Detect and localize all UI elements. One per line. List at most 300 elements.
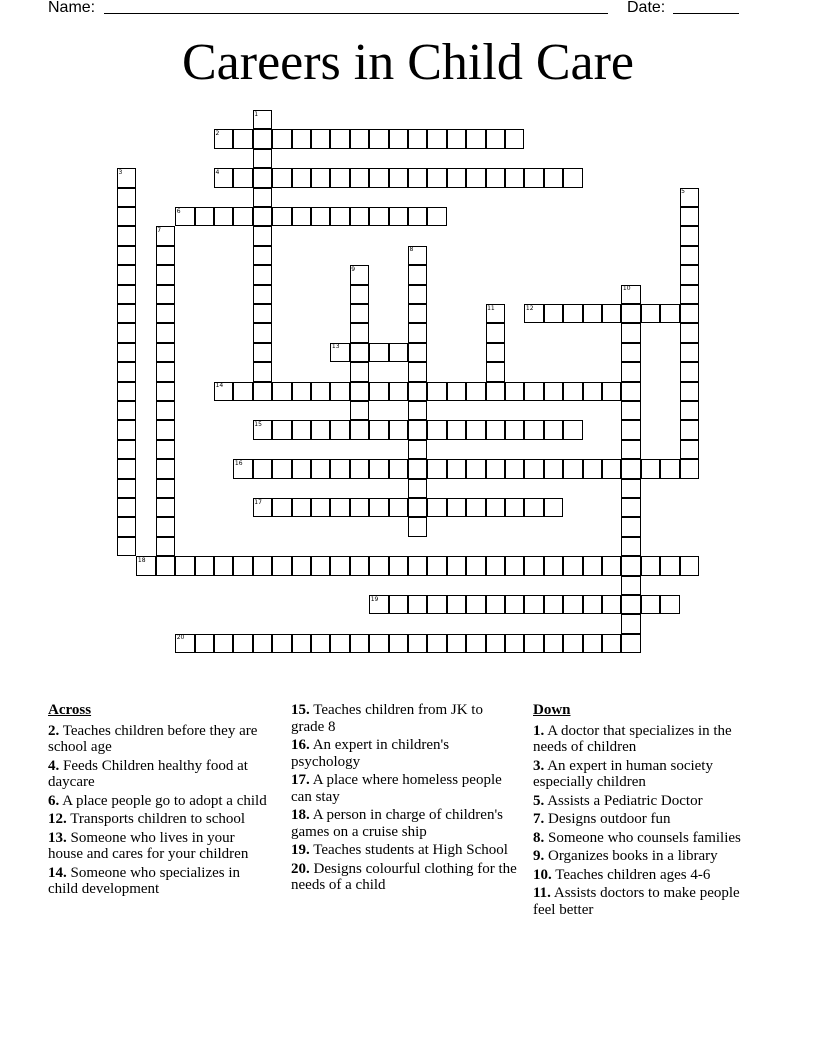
grid-cell[interactable] bbox=[505, 634, 524, 653]
grid-cell[interactable] bbox=[389, 459, 408, 478]
grid-cell[interactable] bbox=[253, 498, 272, 517]
grid-cell[interactable] bbox=[524, 168, 543, 187]
grid-cell[interactable] bbox=[253, 129, 272, 148]
grid-cell[interactable] bbox=[330, 382, 349, 401]
grid-cell[interactable] bbox=[680, 401, 699, 420]
grid-cell[interactable] bbox=[369, 168, 388, 187]
grid-cell[interactable] bbox=[233, 129, 252, 148]
grid-cell[interactable] bbox=[389, 634, 408, 653]
grid-cell[interactable] bbox=[621, 420, 640, 439]
grid-cell[interactable] bbox=[408, 556, 427, 575]
grid-cell[interactable] bbox=[311, 168, 330, 187]
grid-cell[interactable] bbox=[117, 246, 136, 265]
grid-cell[interactable] bbox=[563, 168, 582, 187]
grid-cell[interactable] bbox=[233, 634, 252, 653]
grid-cell[interactable] bbox=[641, 304, 660, 323]
grid-cell[interactable] bbox=[117, 382, 136, 401]
grid-cell[interactable] bbox=[505, 168, 524, 187]
grid-cell[interactable] bbox=[292, 420, 311, 439]
grid-cell[interactable] bbox=[466, 556, 485, 575]
grid-cell[interactable] bbox=[563, 304, 582, 323]
name-field[interactable] bbox=[104, 13, 608, 14]
grid-cell[interactable] bbox=[408, 323, 427, 342]
grid-cell[interactable] bbox=[447, 498, 466, 517]
grid-cell[interactable] bbox=[214, 382, 233, 401]
grid-cell[interactable] bbox=[408, 401, 427, 420]
grid-cell[interactable] bbox=[117, 207, 136, 226]
grid-cell[interactable] bbox=[408, 420, 427, 439]
grid-cell[interactable] bbox=[233, 382, 252, 401]
grid-cell[interactable] bbox=[214, 207, 233, 226]
grid-cell[interactable] bbox=[563, 420, 582, 439]
grid-cell[interactable] bbox=[195, 634, 214, 653]
grid-cell[interactable] bbox=[621, 440, 640, 459]
grid-cell[interactable] bbox=[486, 498, 505, 517]
grid-cell[interactable] bbox=[408, 265, 427, 284]
grid-cell[interactable] bbox=[524, 459, 543, 478]
grid-cell[interactable] bbox=[680, 343, 699, 362]
grid-cell[interactable] bbox=[330, 343, 349, 362]
grid-cell[interactable] bbox=[408, 362, 427, 381]
grid-cell[interactable] bbox=[311, 420, 330, 439]
grid-cell[interactable] bbox=[680, 226, 699, 245]
grid-cell[interactable] bbox=[350, 362, 369, 381]
grid-cell[interactable] bbox=[350, 129, 369, 148]
grid-cell[interactable] bbox=[292, 382, 311, 401]
grid-cell[interactable] bbox=[427, 556, 446, 575]
grid-cell[interactable] bbox=[389, 498, 408, 517]
grid-cell[interactable] bbox=[311, 207, 330, 226]
grid-cell[interactable] bbox=[156, 323, 175, 342]
grid-cell[interactable] bbox=[408, 168, 427, 187]
grid-cell[interactable] bbox=[505, 420, 524, 439]
grid-cell[interactable] bbox=[447, 129, 466, 148]
grid-cell[interactable] bbox=[621, 343, 640, 362]
grid-cell[interactable] bbox=[292, 129, 311, 148]
grid-cell[interactable] bbox=[621, 576, 640, 595]
grid-cell[interactable] bbox=[602, 634, 621, 653]
grid-cell[interactable] bbox=[253, 459, 272, 478]
grid-cell[interactable] bbox=[621, 304, 640, 323]
grid-cell[interactable] bbox=[583, 459, 602, 478]
grid-cell[interactable] bbox=[505, 382, 524, 401]
grid-cell[interactable] bbox=[621, 614, 640, 633]
grid-cell[interactable] bbox=[117, 517, 136, 536]
grid-cell[interactable] bbox=[486, 634, 505, 653]
grid-cell[interactable] bbox=[524, 634, 543, 653]
grid-cell[interactable] bbox=[214, 168, 233, 187]
grid-cell[interactable] bbox=[272, 498, 291, 517]
grid-cell[interactable] bbox=[621, 323, 640, 342]
grid-cell[interactable] bbox=[253, 188, 272, 207]
grid-cell[interactable] bbox=[253, 634, 272, 653]
grid-cell[interactable] bbox=[214, 556, 233, 575]
grid-cell[interactable] bbox=[117, 304, 136, 323]
grid-cell[interactable] bbox=[680, 420, 699, 439]
grid-cell[interactable] bbox=[272, 207, 291, 226]
grid-cell[interactable] bbox=[680, 556, 699, 575]
grid-cell[interactable] bbox=[253, 323, 272, 342]
grid-cell[interactable] bbox=[621, 537, 640, 556]
grid-cell[interactable] bbox=[117, 362, 136, 381]
grid-cell[interactable] bbox=[427, 420, 446, 439]
grid-cell[interactable] bbox=[680, 362, 699, 381]
grid-cell[interactable] bbox=[292, 459, 311, 478]
grid-cell[interactable] bbox=[311, 498, 330, 517]
grid-cell[interactable] bbox=[563, 595, 582, 614]
grid-cell[interactable] bbox=[369, 595, 388, 614]
grid-cell[interactable] bbox=[175, 634, 194, 653]
grid-cell[interactable] bbox=[524, 498, 543, 517]
grid-cell[interactable] bbox=[621, 362, 640, 381]
grid-cell[interactable] bbox=[330, 168, 349, 187]
grid-cell[interactable] bbox=[253, 343, 272, 362]
grid-cell[interactable] bbox=[156, 537, 175, 556]
grid-cell[interactable] bbox=[505, 595, 524, 614]
grid-cell[interactable] bbox=[602, 459, 621, 478]
grid-cell[interactable] bbox=[524, 382, 543, 401]
grid-cell[interactable] bbox=[660, 595, 679, 614]
grid-cell[interactable] bbox=[505, 129, 524, 148]
grid-cell[interactable] bbox=[330, 459, 349, 478]
grid-cell[interactable] bbox=[505, 498, 524, 517]
grid-cell[interactable] bbox=[350, 498, 369, 517]
grid-cell[interactable] bbox=[350, 556, 369, 575]
grid-cell[interactable] bbox=[117, 420, 136, 439]
grid-cell[interactable] bbox=[408, 459, 427, 478]
grid-cell[interactable] bbox=[117, 440, 136, 459]
grid-cell[interactable] bbox=[408, 285, 427, 304]
grid-cell[interactable] bbox=[621, 634, 640, 653]
grid-cell[interactable] bbox=[447, 634, 466, 653]
grid-cell[interactable] bbox=[156, 343, 175, 362]
grid-cell[interactable] bbox=[447, 459, 466, 478]
grid-cell[interactable] bbox=[156, 265, 175, 284]
grid-cell[interactable] bbox=[660, 459, 679, 478]
grid-cell[interactable] bbox=[641, 459, 660, 478]
grid-cell[interactable] bbox=[117, 479, 136, 498]
grid-cell[interactable] bbox=[680, 459, 699, 478]
grid-cell[interactable] bbox=[544, 420, 563, 439]
grid-cell[interactable] bbox=[680, 207, 699, 226]
grid-cell[interactable] bbox=[330, 129, 349, 148]
grid-cell[interactable] bbox=[544, 382, 563, 401]
grid-cell[interactable] bbox=[544, 459, 563, 478]
grid-cell[interactable] bbox=[117, 537, 136, 556]
grid-cell[interactable] bbox=[466, 459, 485, 478]
grid-cell[interactable] bbox=[233, 168, 252, 187]
grid-cell[interactable] bbox=[524, 556, 543, 575]
grid-cell[interactable] bbox=[253, 420, 272, 439]
grid-cell[interactable] bbox=[253, 382, 272, 401]
grid-cell[interactable] bbox=[486, 304, 505, 323]
grid-cell[interactable] bbox=[621, 479, 640, 498]
grid-cell[interactable] bbox=[292, 498, 311, 517]
grid-cell[interactable] bbox=[272, 382, 291, 401]
grid-cell[interactable] bbox=[486, 362, 505, 381]
grid-cell[interactable] bbox=[253, 168, 272, 187]
grid-cell[interactable] bbox=[583, 304, 602, 323]
grid-cell[interactable] bbox=[583, 595, 602, 614]
grid-cell[interactable] bbox=[660, 304, 679, 323]
grid-cell[interactable] bbox=[505, 459, 524, 478]
grid-cell[interactable] bbox=[117, 265, 136, 284]
grid-cell[interactable] bbox=[233, 556, 252, 575]
grid-cell[interactable] bbox=[544, 304, 563, 323]
grid-cell[interactable] bbox=[195, 556, 214, 575]
grid-cell[interactable] bbox=[136, 556, 155, 575]
grid-cell[interactable] bbox=[253, 362, 272, 381]
grid-cell[interactable] bbox=[311, 459, 330, 478]
grid-cell[interactable] bbox=[389, 556, 408, 575]
grid-cell[interactable] bbox=[156, 479, 175, 498]
grid-cell[interactable] bbox=[389, 382, 408, 401]
grid-cell[interactable] bbox=[330, 634, 349, 653]
grid-cell[interactable] bbox=[447, 420, 466, 439]
grid-cell[interactable] bbox=[505, 556, 524, 575]
grid-cell[interactable] bbox=[117, 323, 136, 342]
grid-cell[interactable] bbox=[660, 556, 679, 575]
grid-cell[interactable] bbox=[156, 459, 175, 478]
grid-cell[interactable] bbox=[641, 556, 660, 575]
grid-cell[interactable] bbox=[214, 634, 233, 653]
grid-cell[interactable] bbox=[175, 207, 194, 226]
grid-cell[interactable] bbox=[175, 556, 194, 575]
grid-cell[interactable] bbox=[583, 382, 602, 401]
grid-cell[interactable] bbox=[408, 207, 427, 226]
grid-cell[interactable] bbox=[680, 304, 699, 323]
grid-cell[interactable] bbox=[350, 265, 369, 284]
grid-cell[interactable] bbox=[408, 129, 427, 148]
grid-cell[interactable] bbox=[408, 595, 427, 614]
grid-cell[interactable] bbox=[156, 440, 175, 459]
grid-cell[interactable] bbox=[544, 634, 563, 653]
grid-cell[interactable] bbox=[486, 420, 505, 439]
grid-cell[interactable] bbox=[117, 498, 136, 517]
grid-cell[interactable] bbox=[117, 168, 136, 187]
grid-cell[interactable] bbox=[583, 556, 602, 575]
grid-cell[interactable] bbox=[253, 226, 272, 245]
grid-cell[interactable] bbox=[253, 207, 272, 226]
grid-cell[interactable] bbox=[369, 343, 388, 362]
grid-cell[interactable] bbox=[389, 420, 408, 439]
grid-cell[interactable] bbox=[680, 285, 699, 304]
grid-cell[interactable] bbox=[408, 304, 427, 323]
grid-cell[interactable] bbox=[544, 595, 563, 614]
grid-cell[interactable] bbox=[389, 343, 408, 362]
grid-cell[interactable] bbox=[486, 343, 505, 362]
grid-cell[interactable] bbox=[117, 343, 136, 362]
grid-cell[interactable] bbox=[156, 420, 175, 439]
grid-cell[interactable] bbox=[233, 207, 252, 226]
grid-cell[interactable] bbox=[621, 285, 640, 304]
grid-cell[interactable] bbox=[350, 420, 369, 439]
grid-cell[interactable] bbox=[156, 226, 175, 245]
grid-cell[interactable] bbox=[427, 207, 446, 226]
grid-cell[interactable] bbox=[486, 556, 505, 575]
grid-cell[interactable] bbox=[602, 304, 621, 323]
grid-cell[interactable] bbox=[272, 634, 291, 653]
grid-cell[interactable] bbox=[369, 498, 388, 517]
grid-cell[interactable] bbox=[408, 498, 427, 517]
grid-cell[interactable] bbox=[544, 556, 563, 575]
grid-cell[interactable] bbox=[350, 304, 369, 323]
grid-cell[interactable] bbox=[524, 304, 543, 323]
grid-cell[interactable] bbox=[563, 634, 582, 653]
grid-cell[interactable] bbox=[369, 420, 388, 439]
grid-cell[interactable] bbox=[408, 382, 427, 401]
grid-cell[interactable] bbox=[408, 634, 427, 653]
grid-cell[interactable] bbox=[233, 459, 252, 478]
grid-cell[interactable] bbox=[311, 382, 330, 401]
grid-cell[interactable] bbox=[486, 323, 505, 342]
grid-cell[interactable] bbox=[214, 129, 233, 148]
grid-cell[interactable] bbox=[621, 401, 640, 420]
grid-cell[interactable] bbox=[427, 168, 446, 187]
date-field[interactable] bbox=[673, 13, 739, 14]
grid-cell[interactable] bbox=[408, 343, 427, 362]
grid-cell[interactable] bbox=[156, 498, 175, 517]
grid-cell[interactable] bbox=[253, 110, 272, 129]
grid-cell[interactable] bbox=[621, 595, 640, 614]
grid-cell[interactable] bbox=[427, 498, 446, 517]
grid-cell[interactable] bbox=[311, 556, 330, 575]
grid-cell[interactable] bbox=[272, 420, 291, 439]
grid-cell[interactable] bbox=[680, 440, 699, 459]
grid-cell[interactable] bbox=[408, 479, 427, 498]
grid-cell[interactable] bbox=[272, 129, 291, 148]
grid-cell[interactable] bbox=[680, 323, 699, 342]
grid-cell[interactable] bbox=[621, 382, 640, 401]
grid-cell[interactable] bbox=[680, 382, 699, 401]
grid-cell[interactable] bbox=[253, 285, 272, 304]
grid-cell[interactable] bbox=[641, 595, 660, 614]
grid-cell[interactable] bbox=[427, 382, 446, 401]
grid-cell[interactable] bbox=[466, 634, 485, 653]
grid-cell[interactable] bbox=[156, 401, 175, 420]
grid-cell[interactable] bbox=[389, 129, 408, 148]
grid-cell[interactable] bbox=[408, 440, 427, 459]
grid-cell[interactable] bbox=[486, 168, 505, 187]
grid-cell[interactable] bbox=[330, 420, 349, 439]
grid-cell[interactable] bbox=[117, 188, 136, 207]
grid-cell[interactable] bbox=[389, 207, 408, 226]
grid-cell[interactable] bbox=[447, 168, 466, 187]
grid-cell[interactable] bbox=[253, 556, 272, 575]
grid-cell[interactable] bbox=[466, 129, 485, 148]
grid-cell[interactable] bbox=[427, 459, 446, 478]
grid-cell[interactable] bbox=[680, 188, 699, 207]
grid-cell[interactable] bbox=[117, 459, 136, 478]
grid-cell[interactable] bbox=[156, 285, 175, 304]
grid-cell[interactable] bbox=[408, 246, 427, 265]
grid-cell[interactable] bbox=[544, 498, 563, 517]
grid-cell[interactable] bbox=[544, 168, 563, 187]
grid-cell[interactable] bbox=[602, 556, 621, 575]
grid-cell[interactable] bbox=[621, 498, 640, 517]
grid-cell[interactable] bbox=[117, 401, 136, 420]
grid-cell[interactable] bbox=[117, 226, 136, 245]
grid-cell[interactable] bbox=[272, 556, 291, 575]
grid-cell[interactable] bbox=[350, 382, 369, 401]
grid-cell[interactable] bbox=[427, 634, 446, 653]
grid-cell[interactable] bbox=[156, 517, 175, 536]
grid-cell[interactable] bbox=[369, 129, 388, 148]
grid-cell[interactable] bbox=[427, 595, 446, 614]
grid-cell[interactable] bbox=[524, 595, 543, 614]
grid-cell[interactable] bbox=[369, 634, 388, 653]
grid-cell[interactable] bbox=[602, 595, 621, 614]
grid-cell[interactable] bbox=[563, 459, 582, 478]
grid-cell[interactable] bbox=[466, 498, 485, 517]
grid-cell[interactable] bbox=[369, 207, 388, 226]
grid-cell[interactable] bbox=[447, 382, 466, 401]
grid-cell[interactable] bbox=[292, 634, 311, 653]
grid-cell[interactable] bbox=[117, 285, 136, 304]
grid-cell[interactable] bbox=[389, 595, 408, 614]
grid-cell[interactable] bbox=[253, 149, 272, 168]
grid-cell[interactable] bbox=[563, 556, 582, 575]
grid-cell[interactable] bbox=[466, 168, 485, 187]
grid-cell[interactable] bbox=[524, 420, 543, 439]
grid-cell[interactable] bbox=[466, 595, 485, 614]
grid-cell[interactable] bbox=[466, 382, 485, 401]
grid-cell[interactable] bbox=[330, 556, 349, 575]
grid-cell[interactable] bbox=[272, 168, 291, 187]
grid-cell[interactable] bbox=[350, 168, 369, 187]
grid-cell[interactable] bbox=[350, 459, 369, 478]
grid-cell[interactable] bbox=[389, 168, 408, 187]
grid-cell[interactable] bbox=[350, 323, 369, 342]
grid-cell[interactable] bbox=[621, 517, 640, 536]
grid-cell[interactable] bbox=[311, 634, 330, 653]
grid-cell[interactable] bbox=[447, 556, 466, 575]
grid-cell[interactable] bbox=[563, 382, 582, 401]
grid-cell[interactable] bbox=[156, 362, 175, 381]
grid-cell[interactable] bbox=[330, 207, 349, 226]
grid-cell[interactable] bbox=[680, 265, 699, 284]
grid-cell[interactable] bbox=[330, 498, 349, 517]
grid-cell[interactable] bbox=[272, 459, 291, 478]
grid-cell[interactable] bbox=[369, 459, 388, 478]
grid-cell[interactable] bbox=[253, 265, 272, 284]
grid-cell[interactable] bbox=[369, 382, 388, 401]
grid-cell[interactable] bbox=[447, 595, 466, 614]
grid-cell[interactable] bbox=[292, 207, 311, 226]
grid-cell[interactable] bbox=[350, 343, 369, 362]
grid-cell[interactable] bbox=[427, 129, 446, 148]
grid-cell[interactable] bbox=[156, 304, 175, 323]
grid-cell[interactable] bbox=[466, 420, 485, 439]
grid-cell[interactable] bbox=[621, 459, 640, 478]
grid-cell[interactable] bbox=[350, 285, 369, 304]
grid-cell[interactable] bbox=[350, 207, 369, 226]
grid-cell[interactable] bbox=[350, 634, 369, 653]
grid-cell[interactable] bbox=[195, 207, 214, 226]
grid-cell[interactable] bbox=[602, 382, 621, 401]
grid-cell[interactable] bbox=[156, 382, 175, 401]
grid-cell[interactable] bbox=[253, 246, 272, 265]
grid-cell[interactable] bbox=[583, 634, 602, 653]
grid-cell[interactable] bbox=[408, 517, 427, 536]
grid-cell[interactable] bbox=[369, 556, 388, 575]
grid-cell[interactable] bbox=[621, 556, 640, 575]
grid-cell[interactable] bbox=[486, 459, 505, 478]
grid-cell[interactable] bbox=[253, 304, 272, 323]
grid-cell[interactable] bbox=[292, 556, 311, 575]
grid-cell[interactable] bbox=[486, 382, 505, 401]
grid-cell[interactable] bbox=[680, 246, 699, 265]
